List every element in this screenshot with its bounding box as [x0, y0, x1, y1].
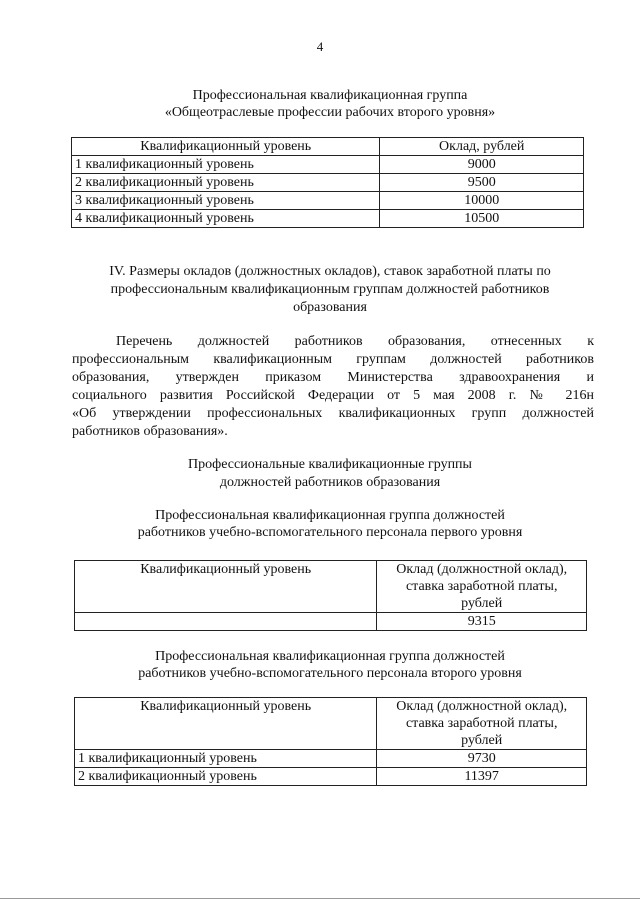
salary-cell: 10000: [380, 192, 584, 210]
salary-header-line: Оклад (должностной оклад),: [396, 699, 568, 714]
paragraph-line: «Об утверждении профессиональных квалификационных групп должностей: [72, 406, 594, 421]
level-cell: 3 квалификационный уровень: [72, 192, 380, 210]
group3-salary-table: [74, 697, 587, 786]
page-bottom-edge: [0, 898, 640, 899]
table-row: [75, 768, 587, 786]
section4-heading-line2: профессиональным квалификационным группам должностей работников: [110, 282, 550, 297]
level-cell: 1 квалификационный уровень: [75, 750, 377, 768]
salary-cell: 10500: [380, 210, 584, 228]
level-cell: 1 квалификационный уровень: [72, 156, 380, 174]
paragraph-line: Перечень должностей работников образования, отнесенных к: [116, 334, 594, 349]
groups-heading-line1: Профессиональные квалификационные группы: [188, 457, 472, 472]
table-row: [75, 613, 587, 631]
group1-title-line2: «Общеотраслевые профессии рабочих второго уровня»: [164, 105, 496, 120]
salary-cell: 9500: [380, 174, 584, 192]
column-header-salary: Оклад, рублей: [380, 138, 584, 156]
page-number: 4: [316, 39, 324, 54]
groups-heading-line2: должностей работников образования: [219, 475, 441, 490]
salary-cell: 9315: [377, 613, 587, 631]
section4-heading-line3: образования: [293, 300, 367, 315]
level-cell: 4 квалификационный уровень: [72, 210, 380, 228]
table-row: [72, 210, 584, 228]
salary-header-line: Оклад (должностной оклад),: [396, 562, 568, 577]
group2-title-line2: работников учебно-вспомогательного персонала первого уровня: [137, 525, 523, 540]
salary-header-line: ставка заработной платы,: [405, 716, 558, 731]
column-header-level: Квалификационный уровень: [72, 138, 380, 156]
table-row: [72, 192, 584, 210]
paragraph-line: работников образования».: [72, 424, 228, 439]
paragraph-line: профессиональным квалификационным группам должностей работников: [72, 352, 594, 367]
table-row: [72, 174, 584, 192]
salary-header-line: ставка заработной платы,: [405, 579, 558, 594]
group2-title-line1: Профессиональная квалификационная группа должностей: [155, 508, 505, 523]
group3-title-line1: Профессиональная квалификационная группа должностей: [155, 649, 505, 664]
group2-salary-table: [74, 560, 587, 631]
table-header-row: [75, 698, 587, 750]
table-header-row: [72, 138, 584, 156]
group1-salary-table: [71, 137, 584, 228]
paragraph-line: социального развития Российской Федерации от 5 мая 2008 г. № 216н: [72, 388, 594, 403]
group3-title-line2: работников учебно-вспомогательного персонала второго уровня: [138, 666, 522, 681]
salary-header-line: рублей: [461, 596, 503, 611]
table-row: [72, 156, 584, 174]
salary-header-line: рублей: [461, 733, 503, 748]
section4-heading-line1: IV. Размеры окладов (должностных окладов), ставок заработной платы по: [109, 264, 551, 279]
table-row: [75, 750, 587, 768]
body-paragraph: [72, 333, 594, 441]
group1-title-line1: Профессиональная квалификационная группа: [192, 88, 468, 103]
column-header-level: Квалификационный уровень: [75, 698, 377, 750]
column-header-salary: [377, 698, 587, 750]
paragraph-line: образования, утвержден приказом Министерства здравоохранения и: [72, 370, 594, 385]
salary-cell: 9000: [380, 156, 584, 174]
level-cell: [75, 613, 377, 631]
level-cell: 2 квалификационный уровень: [72, 174, 380, 192]
salary-cell: 9730: [377, 750, 587, 768]
table-header-row: [75, 561, 587, 613]
column-header-salary: [377, 561, 587, 613]
level-cell: 2 квалификационный уровень: [75, 768, 377, 786]
column-header-level: Квалификационный уровень: [75, 561, 377, 613]
salary-cell: 11397: [377, 768, 587, 786]
